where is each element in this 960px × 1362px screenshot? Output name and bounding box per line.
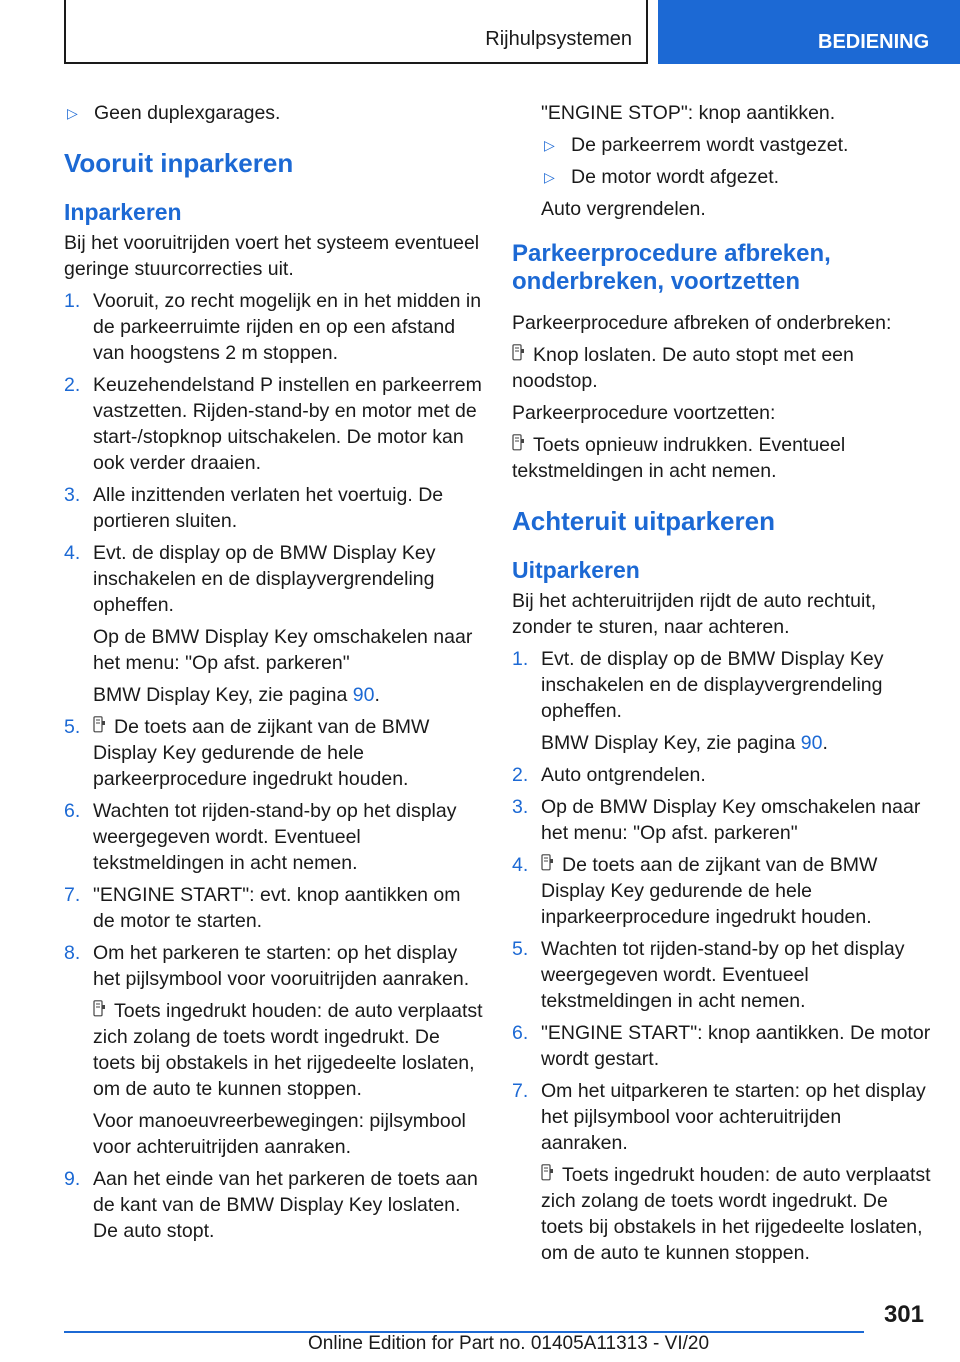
triangle-bullet-icon: ▷ xyxy=(67,105,78,121)
step-text: Vooruit, zo recht mogelijk en in het midden in de parkeerruimte rijden en op een afstand van hoogstens 2 m stoppen. xyxy=(93,290,482,364)
display-key-icon xyxy=(93,716,106,735)
step-number: 4. xyxy=(512,854,529,876)
step-text: "ENGINE START": knop aantikken. De motor wordt gestart. xyxy=(541,1022,931,1070)
step-text: Evt. de display op de BMW Display Key inschakelen en de displayvergrendeling opheffen. xyxy=(541,648,884,722)
bullet-text: De parkeerrem wordt vastgezet. xyxy=(571,134,849,156)
step-text: Aan het einde van het parkeren de toets aan de kant van de BMW Display Key loslaten. De auto stopt. xyxy=(93,1168,478,1242)
list-item xyxy=(512,762,932,788)
page-link[interactable]: 90 xyxy=(800,732,823,754)
display-key-icon xyxy=(512,434,525,453)
list-item xyxy=(512,936,932,1014)
reference-text: BMW Display Key, zie pagina xyxy=(93,684,353,706)
list-item xyxy=(64,798,484,876)
resume-label: Parkeerprocedure voortzetten: xyxy=(512,402,776,424)
step-number: 3. xyxy=(64,484,81,506)
triangle-bullet-icon: ▷ xyxy=(544,137,555,153)
step-number: 5. xyxy=(64,716,81,738)
heading-reverse-unparking: Achteruit uitparkeren xyxy=(512,506,775,536)
header-section-box xyxy=(64,0,648,64)
step-page-reference xyxy=(541,730,932,756)
step-text: Om het parkeren te starten: op het display het pijlsymbool voor vooruitrijden aanraken. xyxy=(93,942,470,990)
display-key-icon xyxy=(93,1000,106,1019)
reference-text: BMW Display Key, zie pagina xyxy=(541,732,801,754)
step-subtext-body: Toets ingedrukt houden: de auto verplaatst zich zolang de toets wordt ingedrukt. De toets bij obstakels in het rijgedeelte loslaten, om de auto te kunnen stoppen. xyxy=(93,1000,483,1100)
abort-label: Parkeerprocedure afbreken of onderbreken: xyxy=(512,312,892,334)
resume-paragraph xyxy=(512,432,932,484)
step-text: Keuzehendelstand P instellen en parkeerrem vastzetten. Rijden-stand-by en motor met de start-/stopknop uitschakelen. De motor kan ook verder draaien. xyxy=(93,374,482,474)
header-section-title: Rijhulpsystemen xyxy=(485,28,632,50)
step-text: Evt. de display op de BMW Display Key inschakelen en de displayvergrendeling opheffen. xyxy=(93,542,436,616)
display-key-icon xyxy=(541,1164,554,1183)
step-number: 5. xyxy=(512,938,529,960)
list-item xyxy=(64,288,484,366)
step-number: 1. xyxy=(512,648,529,670)
heading-abort-procedure: Parkeerprocedure afbreken, onderbreken, voortzetten xyxy=(512,240,831,295)
step-subtext-body: Toets ingedrukt houden: de auto verplaatst zich zolang de toets wordt ingedrukt. De toets bij obstakels in het rijgedeelte loslaten, om de auto te kunnen stoppen. xyxy=(541,1164,931,1264)
lock-text: Auto vergrendelen. xyxy=(541,198,706,220)
step-number: 7. xyxy=(64,884,81,906)
step-subtext xyxy=(512,1162,932,1266)
resume-text: Toets opnieuw indrukken. Eventueel tekstmeldingen in acht nemen. xyxy=(512,434,846,482)
list-item xyxy=(512,1020,932,1072)
step-number: 6. xyxy=(64,800,81,822)
step-text: "ENGINE START": evt. knop aantikken om de motor te starten. xyxy=(93,884,461,932)
triangle-bullet-icon: ▷ xyxy=(544,169,555,185)
bullet-text: De motor wordt afgezet. xyxy=(571,166,780,188)
step-subtext: Voor manoeuvreerbewegingen: pijlsymbool voor achteruitrijden aanraken. xyxy=(93,1110,466,1158)
step-subtext xyxy=(64,998,484,1102)
step-number: 4. xyxy=(64,542,81,564)
step-text: De toets aan de zijkant van de BMW Display Key gedurende de hele inparkeerprocedure ingedrukt houden. xyxy=(541,854,878,928)
right-column xyxy=(512,100,932,1272)
subheading-unparking: Uitparkeren xyxy=(512,557,640,583)
header-chapter-tab xyxy=(658,0,960,64)
step-subtext: Op de BMW Display Key omschakelen naar het menu: "Op afst. parkeren" xyxy=(93,626,473,674)
step-page-reference xyxy=(93,682,484,708)
continued-text: "ENGINE STOP": knop aantikken. xyxy=(541,102,836,124)
step-text: Wachten tot rijden-stand-by op het display weergegeven wordt. Eventueel tekstmeldingen in acht nemen. xyxy=(541,938,905,1012)
step-text: Auto ontgrendelen. xyxy=(541,764,706,786)
list-item xyxy=(64,882,484,934)
list-item xyxy=(64,940,484,1160)
step-number: 6. xyxy=(512,1022,529,1044)
step-text: Alle inzittenden verlaten het voertuig. De portieren sluiten. xyxy=(93,484,444,532)
list-item xyxy=(64,482,484,534)
step-number: 2. xyxy=(64,374,81,396)
display-key-icon xyxy=(512,344,525,363)
list-item xyxy=(512,794,932,846)
page-number: 301 xyxy=(883,1301,924,1328)
subheading-parking: Inparkeren xyxy=(64,199,182,225)
step-text: Op de BMW Display Key omschakelen naar het menu: "Op afst. parkeren" xyxy=(541,796,921,844)
list-item xyxy=(512,1078,932,1266)
step-number: 8. xyxy=(64,942,81,964)
footer-edition: Online Edition for Part no. 01405A11313 - VI/20 xyxy=(308,1333,710,1354)
step-text: Om het uitparkeren te starten: op het display het pijlsymbool voor achteruitrijden aanraken. xyxy=(541,1080,926,1154)
step-number: 9. xyxy=(64,1168,81,1190)
step-text: Wachten tot rijden-stand-by op het display weergegeven wordt. Eventueel tekstmeldingen in acht nemen. xyxy=(93,800,457,874)
parking-steps xyxy=(64,288,484,1244)
intro-paragraph: Bij het vooruitrijden voert het systeem eventueel geringe stuurcorrecties uit. xyxy=(64,232,480,280)
abort-paragraph xyxy=(512,342,932,394)
step-number: 3. xyxy=(512,796,529,818)
list-item xyxy=(64,1166,484,1244)
bullet-item xyxy=(512,132,932,158)
step-number: 7. xyxy=(512,1080,529,1102)
bullet-text: Geen duplexgarages. xyxy=(94,102,281,124)
list-item xyxy=(512,852,932,930)
list-item xyxy=(512,646,932,756)
page-link[interactable]: 90 xyxy=(352,684,375,706)
list-item xyxy=(64,540,484,708)
abort-text: Knop loslaten. De auto stopt met een noodstop. xyxy=(512,344,854,392)
step-number: 2. xyxy=(512,764,529,786)
display-key-icon xyxy=(541,854,554,873)
list-item xyxy=(64,714,484,792)
bullet-item xyxy=(64,100,484,126)
header-chapter-title: BEDIENING xyxy=(818,31,930,53)
heading-forward-parking: Vooruit inparkeren xyxy=(64,148,294,178)
intro-paragraph: Bij het achteruitrijden rijdt de auto rechtuit, zonder te sturen, naar achteren. xyxy=(512,590,877,638)
reference-suffix: . xyxy=(374,684,380,706)
step-text: De toets aan de zijkant van de BMW Display Key gedurende de hele parkeerprocedure ingedrukt houden. xyxy=(93,716,430,790)
unparking-steps xyxy=(512,646,932,1266)
list-item xyxy=(64,372,484,476)
reference-suffix: . xyxy=(822,732,828,754)
left-column xyxy=(64,100,484,1250)
bullet-item xyxy=(512,164,932,190)
step-number: 1. xyxy=(64,290,81,312)
